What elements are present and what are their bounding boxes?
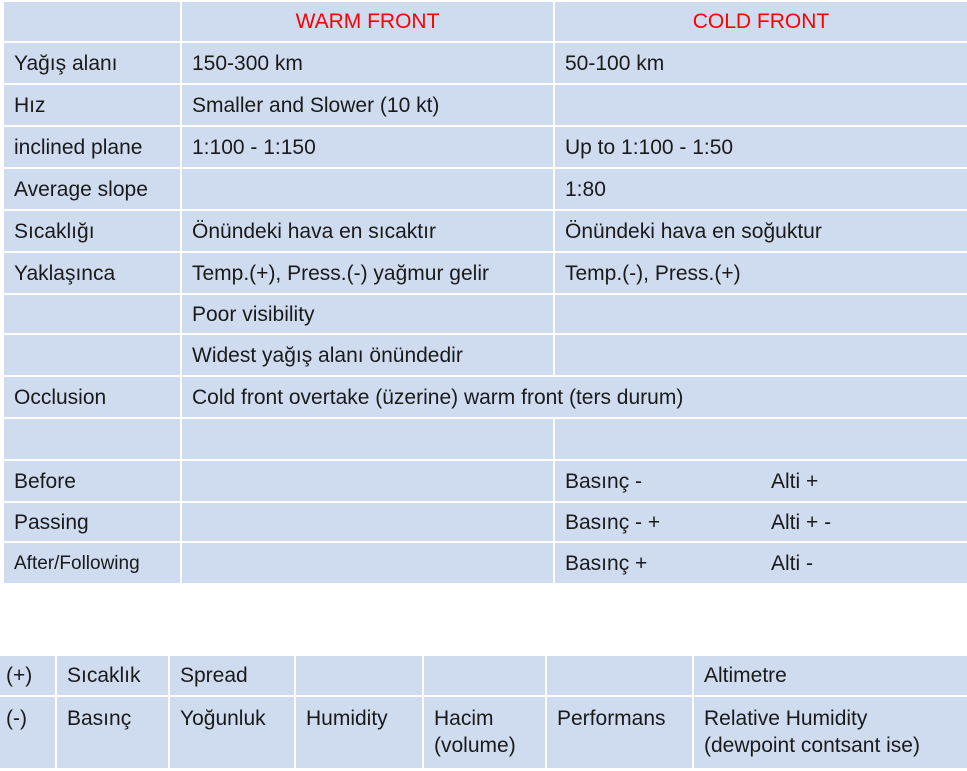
- pressure-value: Basınç - +: [565, 510, 661, 534]
- minus-cell: Relative Humidity (dewpoint contsant ise): [694, 697, 967, 768]
- row-cold: Temp.(-), Press.(+): [555, 253, 967, 293]
- row-cold: [555, 461, 967, 501]
- row-cold: [555, 295, 967, 333]
- minus-cell: Yoğunluk: [170, 697, 294, 768]
- row-warm: Smaller and Slower (10 kt): [182, 85, 553, 125]
- row-label: Average slope: [4, 169, 180, 209]
- minus-sign-cell: (-): [0, 697, 55, 768]
- row-cold: [555, 543, 967, 583]
- row-cold: 50-100 km: [555, 43, 967, 83]
- row-warm: Önündeki hava en sıcaktır: [182, 211, 553, 251]
- plus-cell: Altimetre: [694, 656, 967, 695]
- row-warm: 150-300 km: [182, 43, 553, 83]
- row-warm: Widest yağış alanı önündedir: [182, 335, 553, 375]
- minus-cell: Humidity: [296, 697, 422, 768]
- row-label: [4, 419, 180, 459]
- row-warm: Temp.(+), Press.(-) yağmur gelir: [182, 253, 553, 293]
- plus-cell: Spread: [170, 656, 294, 695]
- row-warm: Poor visibility: [182, 295, 553, 333]
- minus-cell: Hacim (volume): [424, 697, 545, 768]
- plus-cell: Sıcaklık: [57, 656, 168, 695]
- pressure-value: Basınç +: [565, 551, 648, 575]
- row-label: Before: [4, 461, 180, 501]
- altimeter-value: Alti + -: [771, 510, 832, 534]
- row-merged: Cold front overtake (üzerine) warm front (ters durum): [182, 377, 967, 417]
- row-cold: [555, 503, 967, 541]
- row-warm: [182, 503, 553, 541]
- header-warm-front: WARM FRONT: [182, 2, 553, 41]
- row-label: Yaklaşınca: [4, 253, 180, 293]
- altimeter-value: Alti +: [771, 469, 819, 493]
- row-label: [4, 335, 180, 375]
- row-label: [4, 295, 180, 333]
- row-warm: [182, 419, 553, 459]
- plus-cell: [424, 656, 545, 695]
- row-warm: 1:100 - 1:150: [182, 127, 553, 167]
- row-label: Hız: [4, 85, 180, 125]
- row-cold: [555, 419, 967, 459]
- pressure-value: Basınç -: [565, 469, 643, 493]
- plus-cell: [296, 656, 422, 695]
- altimeter-value: Alti -: [771, 551, 813, 575]
- row-warm: [182, 461, 553, 501]
- row-label: Sıcaklığı: [4, 211, 180, 251]
- row-cold: [555, 85, 967, 125]
- header-empty-cell: [4, 2, 180, 41]
- plus-sign-cell: (+): [0, 656, 55, 695]
- row-label: After/Following: [4, 543, 180, 583]
- minus-cell: Performans: [547, 697, 692, 768]
- minus-cell: Basınç: [57, 697, 168, 768]
- row-warm: [182, 169, 553, 209]
- plus-cell: [547, 656, 692, 695]
- header-cold-front: COLD FRONT: [555, 2, 967, 41]
- row-cold: 1:80: [555, 169, 967, 209]
- row-cold: [555, 335, 967, 375]
- row-warm: [182, 543, 553, 583]
- row-label: Occlusion: [4, 377, 180, 417]
- row-label: inclined plane: [4, 127, 180, 167]
- row-label: Passing: [4, 503, 180, 541]
- row-label: Yağış alanı: [4, 43, 180, 83]
- row-cold: Up to 1:100 - 1:50: [555, 127, 967, 167]
- row-cold: Önündeki hava en soğuktur: [555, 211, 967, 251]
